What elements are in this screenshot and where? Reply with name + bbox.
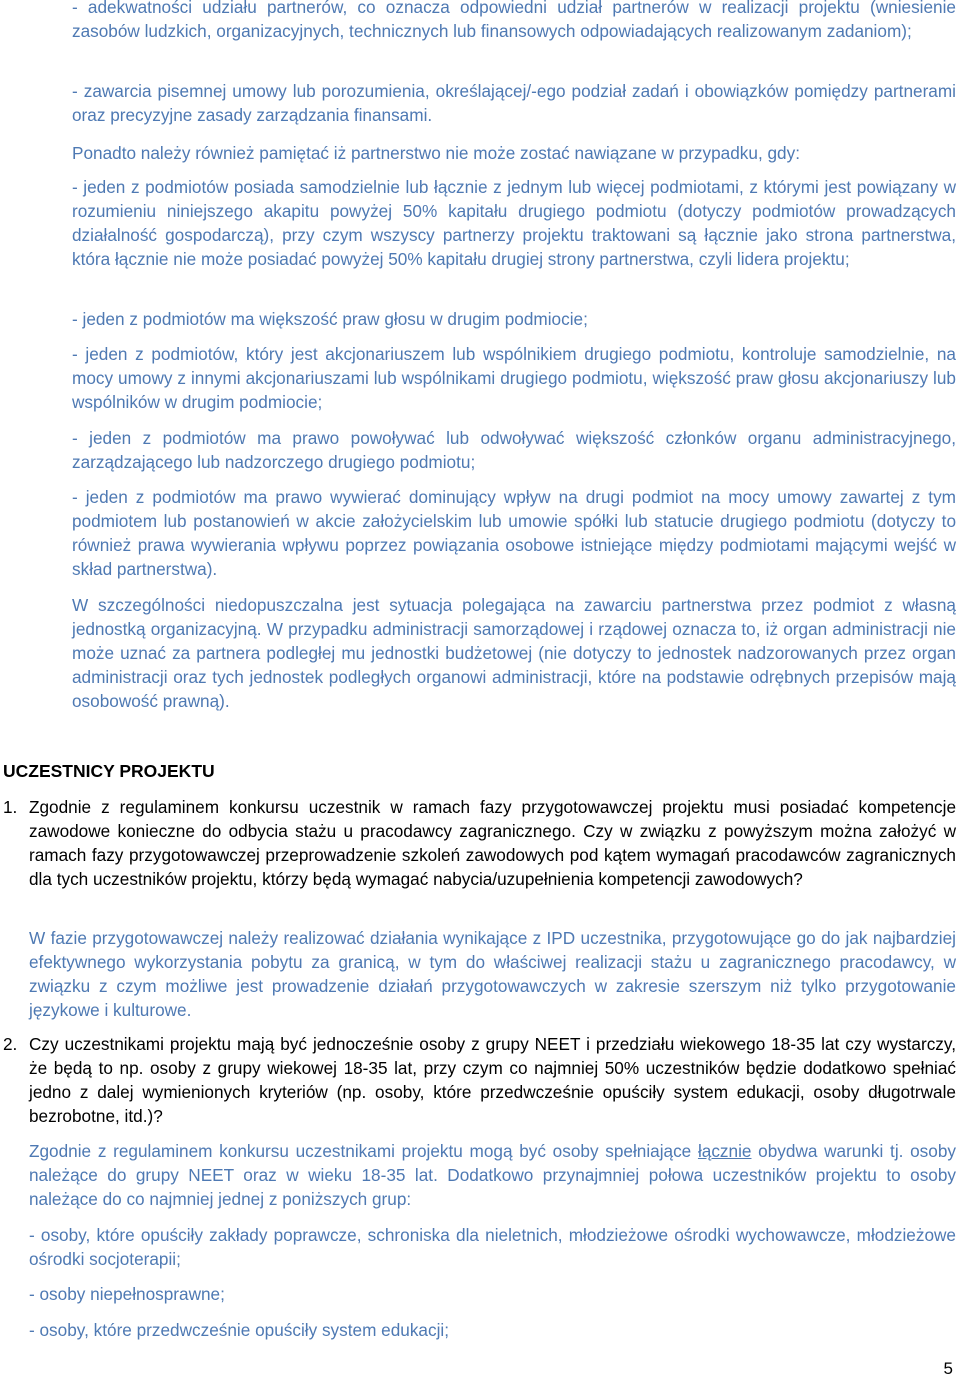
exclusion-dominant-item: - jeden z podmiotów ma prawo wywierać dominujący wpływ na drugi podmiot na mocy umowy zawartej z tym podmiotem lub postanowień w akcie założycielskim lub umowie spółki lub statucie drugiego podmiotu (dotyczy to również prawa wywierania wpływu poprzez powiązania osobowe istniejące między podmiotami mającymi wejść w skład partnerstwa). bbox=[72, 487, 956, 579]
exclusion-votes-item: - jeden z podmiotów ma większość praw głosu w drugim podmiocie; bbox=[72, 309, 588, 329]
q1-number: 1. bbox=[3, 797, 18, 817]
partner-resources-item: - adekwatności udziału partnerów, co oznacza odpowiedni udział partnerów w realizacji projektu (wniesienie zasobów ludzkich, organizacyjnych, technicznych lub finansowych odpowiadających realizowanym zadaniom); bbox=[72, 0, 956, 41]
q2-number: 2. bbox=[3, 1034, 18, 1054]
q2-question: Czy uczestnikami projektu mają być jednocześnie osoby z grupy NEET i przedziału wiekowego 18-35 lat czy wystarczy, że będą to np. osoby z grupy wiekowej 18-35 lat, przy czym co najmniej 50% uczestników będzie dodatkowo spełniać jedno z dalej wymienionych kryteriów (np. osoby, które przedwcześnie opuściły system edukacji, osoby długotrwale bezrobotne, itd.)? bbox=[29, 1034, 956, 1126]
page-number: 5 bbox=[943, 1359, 953, 1378]
exclusion-shareholder-item: - jeden z podmiotów, który jest akcjonariuszem lub wspólnikiem drugiego podmiotu, kontroluje samodzielnie, na mocy umowy z innymi akcjonariuszami lub wspólnikami drugiego podmiotu, większość praw głosu akcjonariuszy lub wspólników w drugim podmiocie; bbox=[72, 344, 956, 412]
q2-answer-underlined: łącznie bbox=[697, 1141, 752, 1161]
section-title: UCZESTNICY PROJEKTU bbox=[3, 761, 215, 781]
q1-question: Zgodnie z regulaminem konkursu uczestnik w ramach fazy przygotowawczej projektu musi posiadać kompetencje zawodowe konieczne do odbycia stażu u pracodawcy zagranicznego. Czy w związku z powyższym można założyć w ramach fazy przygotowawczej przeprowadzenie szkoleń zawodowych pod kątem wymagań pracodawców zagranicznych dla tych uczestników projektu, którzy będą wymagać nabycia/uzupełnienia kompetencji zawodowych? bbox=[29, 797, 956, 889]
q2-group-item: - osoby, które przedwcześnie opuściły system edukacji; bbox=[29, 1320, 449, 1340]
exclusion-appoint-item: - jeden z podmiotów ma prawo powoływać lub odwoływać większość członków organu administracyjnego, zarządzającego lub nadzorczego drugiego podmiotu; bbox=[72, 428, 956, 472]
own-unit-note: W szczególności niedopuszczalna jest sytuacja polegająca na zawarciu partnerstwa przez podmiot z własną jednostką organizacyjną. W przypadku administracji samorządowej i rządowej oznacza to, iż organ administracji nie może uznać za partnera podległej mu jednostki budżetowej (nie dotyczy to jednostek nadzorowanych przez organ administracji oraz tych jednostek podległych organowi administracji, które na podstawie odrębnych przepisów mają osobowość prawną). bbox=[72, 595, 956, 711]
q2-group-item: - osoby niepełnosprawne; bbox=[29, 1284, 225, 1304]
partner-agreement-item: - zawarcia pisemnej umowy lub porozumienia, określającej/-ego podział zadań i obowiązków pomiędzy partnerami oraz precyzyjne zasady zarządzania finansami. bbox=[72, 81, 956, 125]
q2-answer-part1: Zgodnie z regulaminem konkursu uczestnikami projektu mogą być osoby spełniające bbox=[29, 1141, 698, 1161]
partnership-exclusion-intro: Ponadto należy również pamiętać iż partnerstwo nie może zostać nawiązane w przypadku, gdy: bbox=[72, 143, 800, 163]
q1-answer: W fazie przygotowawczej należy realizować działania wynikające z IPD uczestnika, przygotowujące go do jak najbardziej efektywnego wykorzystania pobytu za granicą, w tym do właściwej realizacji stażu u zagranicznego pracodawcy, w związku z czym możliwe jest prowadzenie działań przygotowawczych w zakresie szerszym niż tylko przygotowanie językowe i kulturowe. bbox=[29, 928, 956, 1020]
q2-answer bbox=[29, 1139, 956, 1211]
q2-group-item: - osoby, które opuściły zakłady poprawcze, schroniska dla nieletnich, młodzieżowe ośrodki wychowawcze, młodzieżowe ośrodki socjoterapii; bbox=[29, 1225, 956, 1269]
exclusion-capital-item: - jeden z podmiotów posiada samodzielnie lub łącznie z jednym lub więcej podmiotami, z którymi jest powiązany w rozumieniu niniejszego akapitu powyżej 50% kapitału drugiego podmiotu (dotyczy podmiotów prowadzących działalność gospodarczą), przy czym wszyscy partnerzy projektu traktowani są łącznie jako strona partnerstwa, która łącznie nie może posiadać powyżej 50% kapitału drugiej strony partnerstwa, czyli lidera projektu; bbox=[72, 177, 956, 269]
q2-answer-part2: obydwa warunki tj. osoby należące do grupy NEET oraz w wieku 18-35 lat. Dodatkowo przynajmniej połowa uczestników projektu to osoby należące do co najmniej jednej z poniższych grup: bbox=[29, 1141, 956, 1209]
